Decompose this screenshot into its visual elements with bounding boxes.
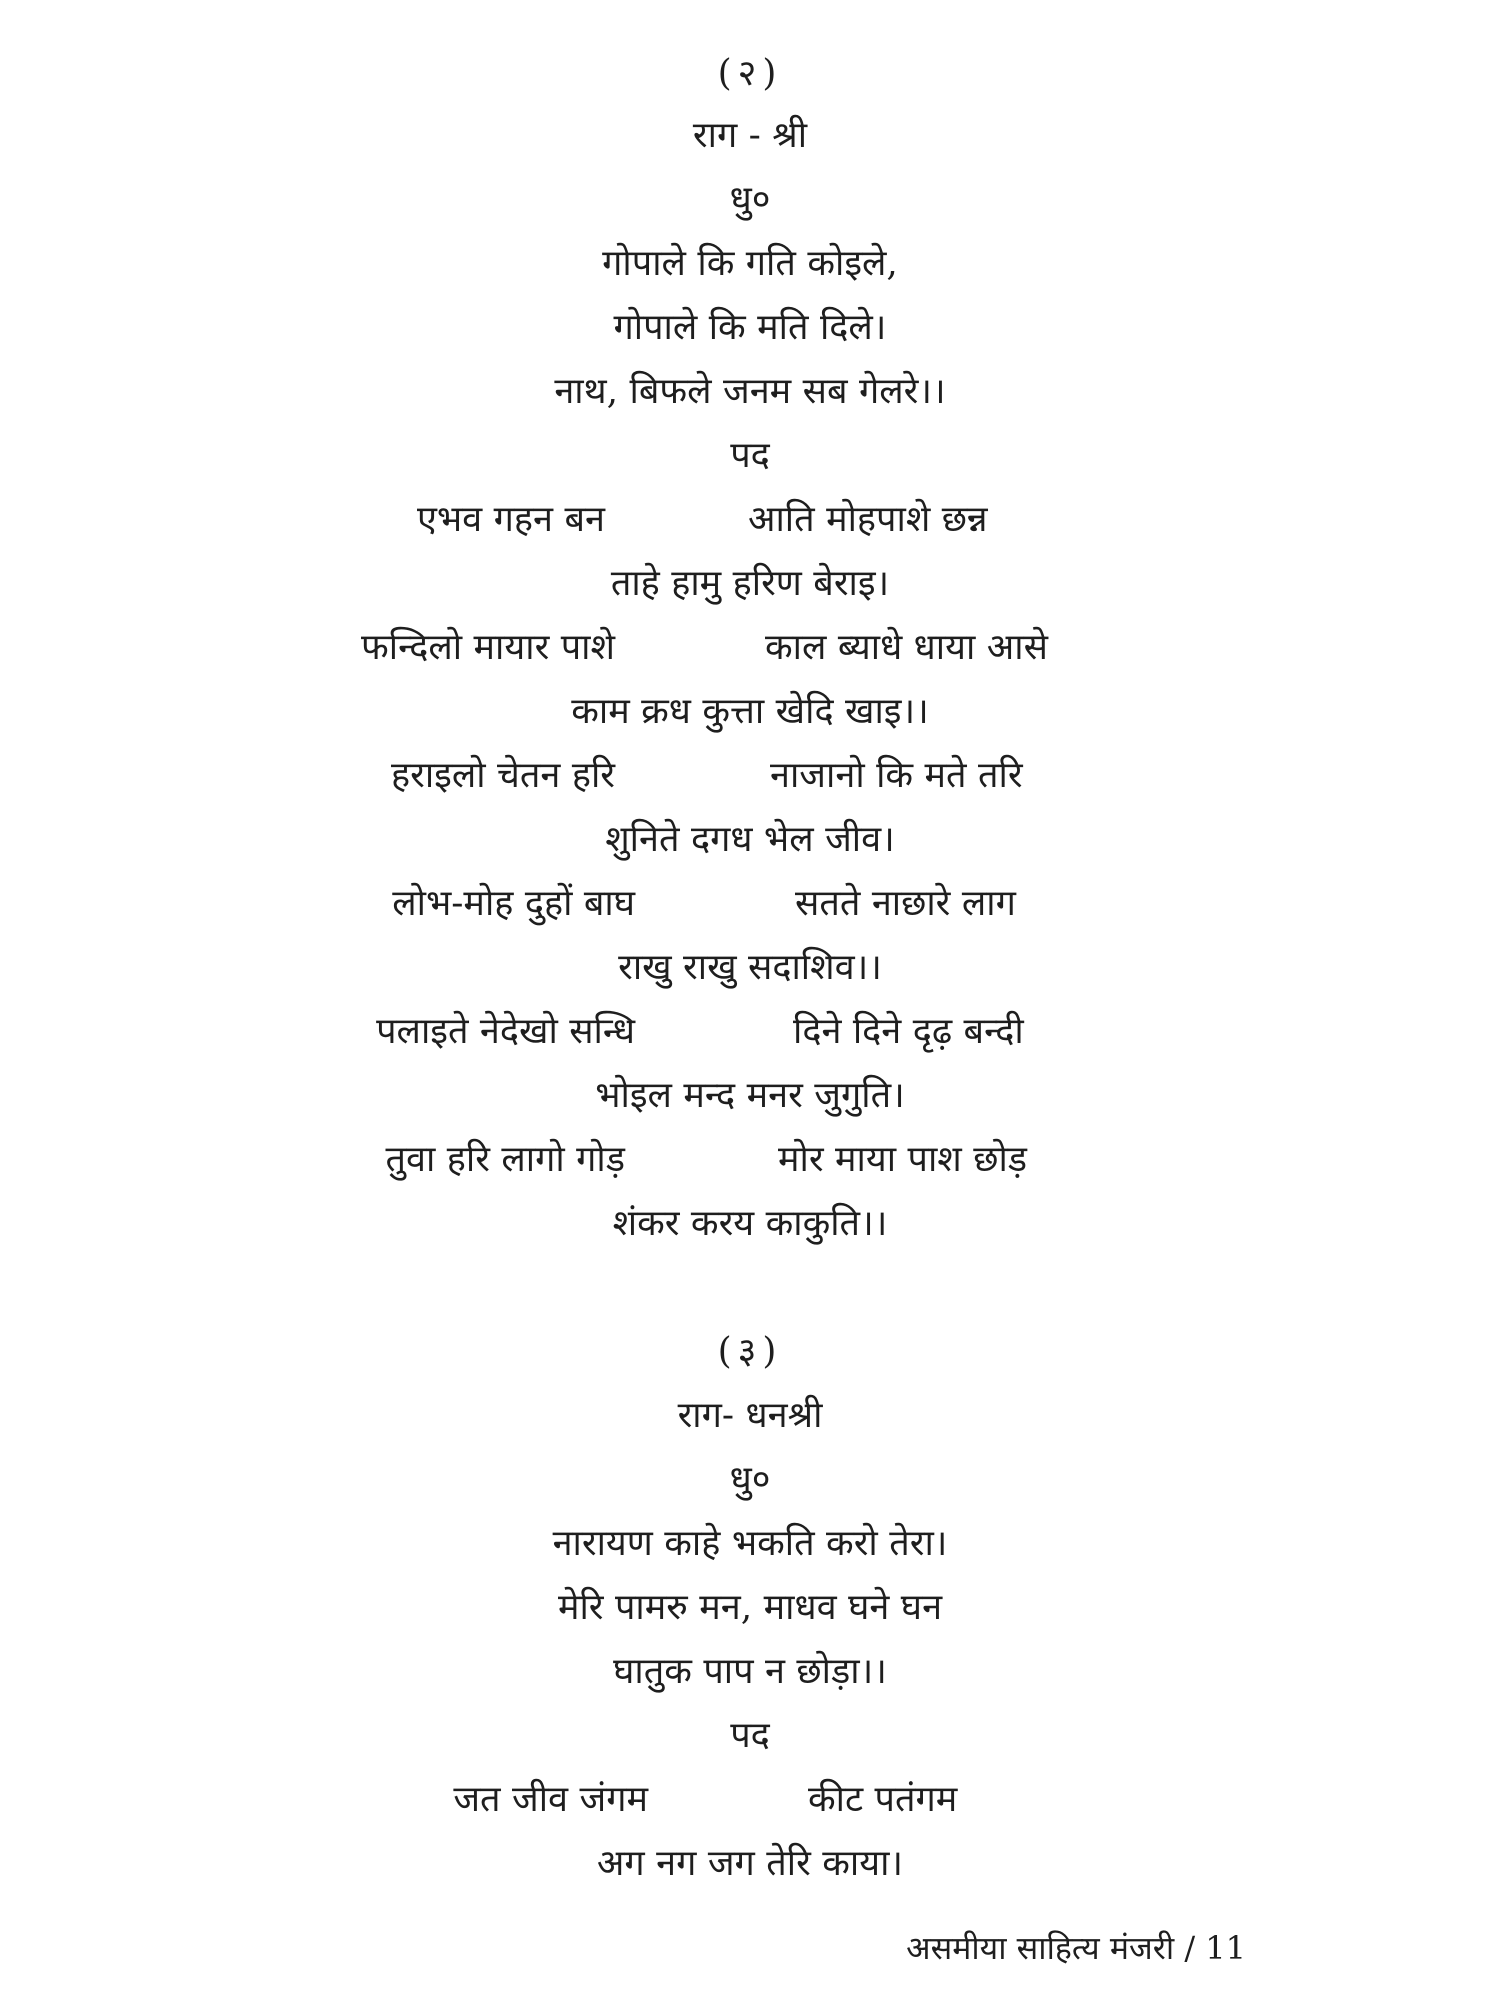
verse-line: मेरि पामरु मन, माधव घने घन <box>557 1587 943 1628</box>
couplet-left: तुवा हरि लागो गोड़ <box>385 1139 625 1180</box>
couplet-right: आति मोहपाशे छन्न <box>748 499 988 540</box>
couplet-right: नाजानो कि मते तरि <box>770 755 1023 796</box>
couplet-left: पलाइते नेदेखो सन्धि <box>376 1011 635 1052</box>
dhru-label: धु० <box>729 1459 771 1500</box>
raag-heading: राग - श्री <box>692 115 808 156</box>
couplet-left: लोभ-मोह दुहों बाघ <box>392 883 635 924</box>
pad-label: पद <box>730 435 770 476</box>
couplet-left: जत जीव जंगम <box>453 1779 648 1820</box>
couplet-left: हराइलो चेतन हरि <box>391 755 615 796</box>
couplet-right: काल ब्याधे धाया आसे <box>765 627 1048 668</box>
couplet-right: सतते नाछारे लाग <box>795 883 1016 924</box>
pad-label: पद <box>730 1715 770 1756</box>
verse-line: नाथ, बिफले जनम सब गेलरे।। <box>554 371 946 412</box>
verse-line: शंकर करय काकुति।। <box>612 1203 888 1244</box>
verse-line: घातुक पाप न छोड़ा।। <box>613 1651 887 1692</box>
verse-line: गोपाले कि मति दिले। <box>613 307 887 348</box>
song-number: (२) <box>717 53 783 94</box>
couplet-left: एभव गहन बन <box>416 499 605 540</box>
verse-line: शुनिते दगध भेल जीव। <box>605 819 895 860</box>
verse-line: ताहे हामु हरिण बेराइ। <box>610 563 890 604</box>
verse-line: काम क्रध कुत्ता खेदि खाइ।। <box>571 691 929 732</box>
dhru-label: धु० <box>729 179 771 220</box>
couplet-right: कीट पतंगम <box>808 1779 958 1820</box>
verse-line: अग नग जग तेरि काया। <box>596 1843 904 1884</box>
verse-line: राखु राखु सदाशिव।। <box>618 947 882 988</box>
raag-heading: राग- धनश्री <box>677 1395 823 1436</box>
song-number: (३) <box>717 1331 783 1372</box>
verse-line: गोपाले कि गति कोइले, <box>602 243 898 284</box>
couplet-left: फन्दिलो मायार पाशे <box>361 627 615 668</box>
couplet-right: मोर माया पाश छोड़ <box>778 1139 1028 1180</box>
page-footer: असमीया साहित्य मंजरी / 11 <box>906 1929 1246 1967</box>
verse-line: नारायण काहे भकति करो तेरा। <box>552 1523 948 1564</box>
couplet-right: दिने दिने दृढ़ बन्दी <box>793 1011 1024 1052</box>
verse-line: भोइल मन्द मनर जुगुति। <box>595 1075 905 1116</box>
